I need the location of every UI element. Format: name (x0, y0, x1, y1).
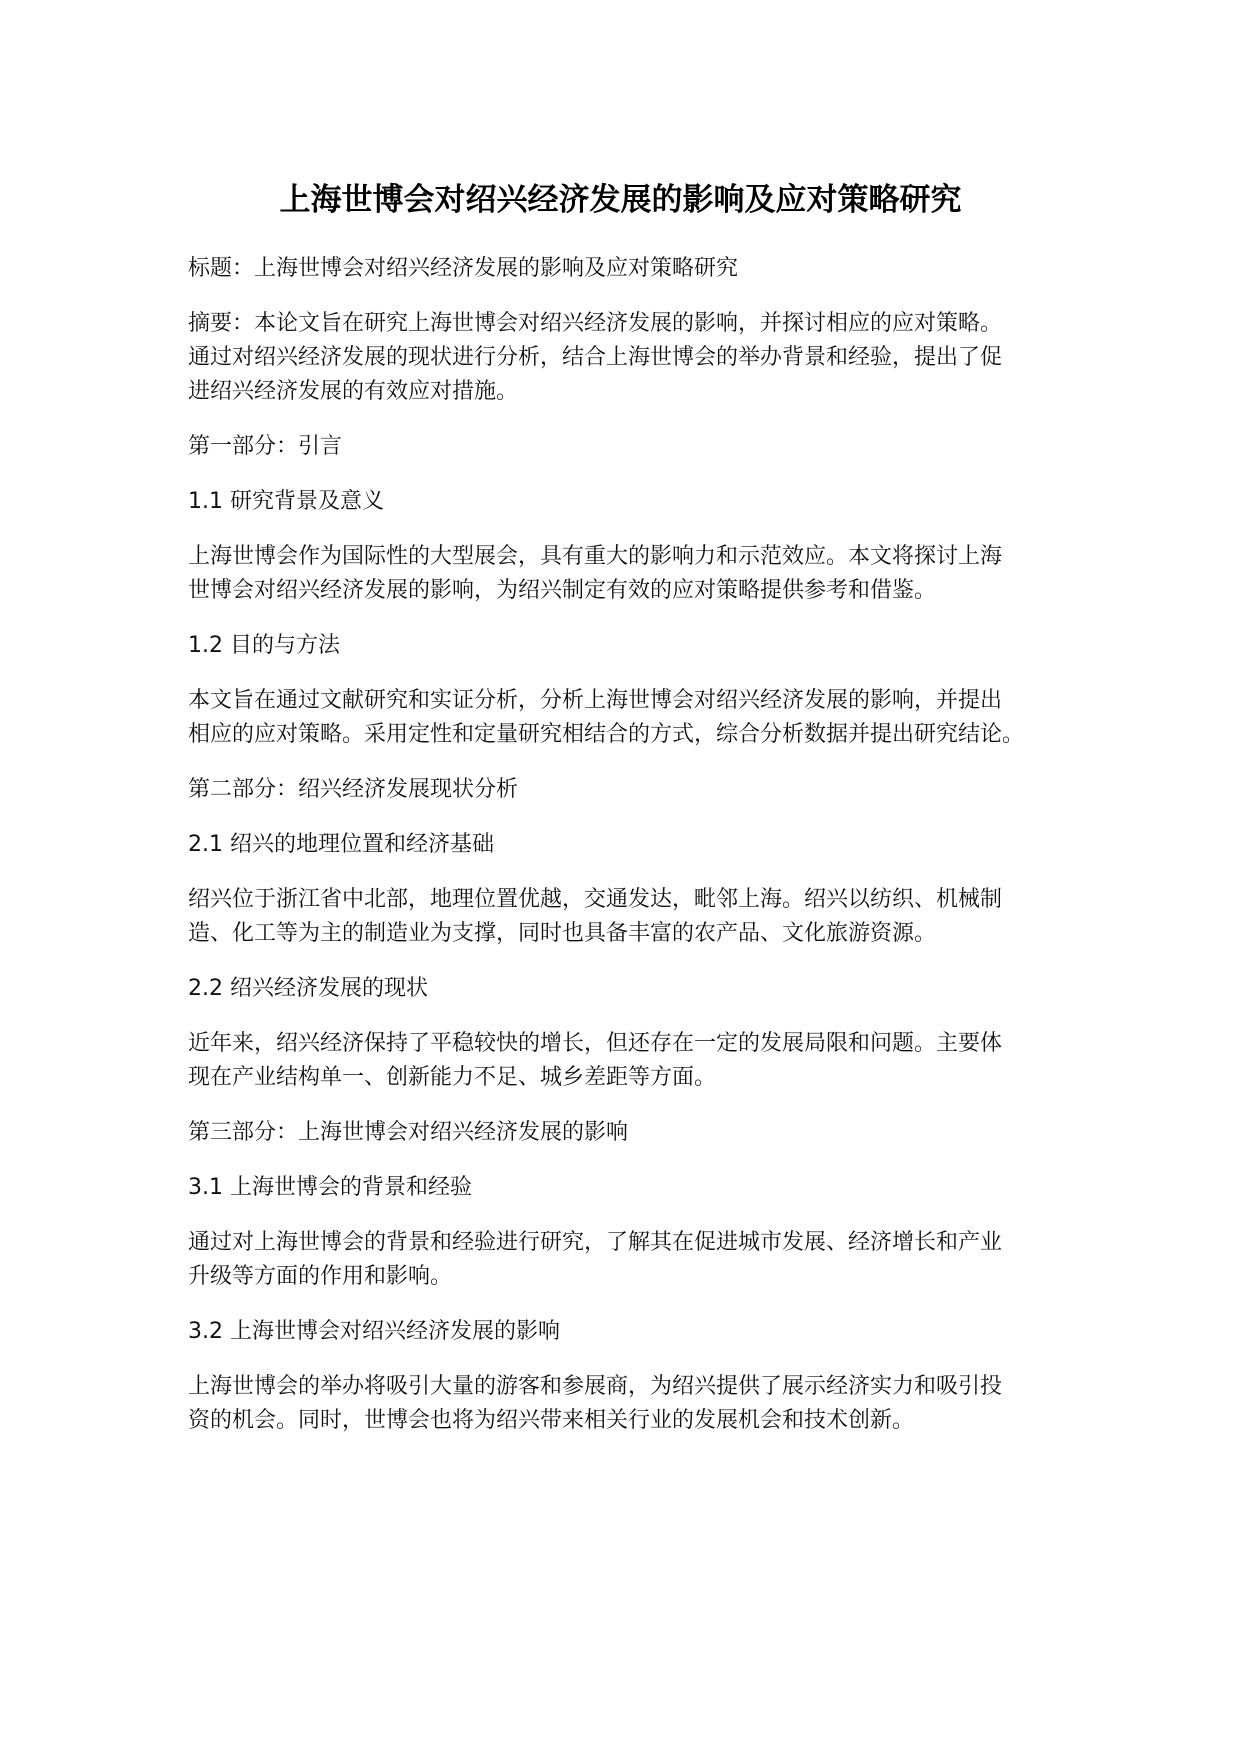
paragraph-line: 世博会对绍兴经济发展的影响，为绍兴制定有效的应对策略提供参考和借鉴。 (188, 578, 937, 603)
subsection-heading-1-2: 1.2 目的与方法 (188, 633, 340, 658)
section-heading-1: 第一部分：引言 (188, 434, 343, 459)
subsection-heading-2-2: 2.2 绍兴经济发展的现状 (188, 976, 428, 1001)
paragraph-line: 通过对上海世博会的背景和经验进行研究，了解其在促进城市发展、经济增长和产业 (188, 1230, 1003, 1255)
paragraph-line: 本文旨在通过文献研究和实证分析，分析上海世博会对绍兴经济发展的影响，并提出 (188, 688, 1003, 713)
paragraph-line: 现在产业结构单一、创新能力不足、城乡差距等方面。 (188, 1065, 717, 1090)
abstract-line-3: 进绍兴经济发展的有效应对措施。 (188, 379, 519, 404)
paragraph-line: 相应的应对策略。采用定性和定量研究相结合的方式，综合分析数据并提出研究结论。 (188, 722, 1025, 747)
subsection-heading-1-1: 1.1 研究背景及意义 (188, 489, 384, 514)
document-title: 上海世博会对绍兴经济发展的影响及应对策略研究 (279, 182, 962, 218)
subsection-heading-2-1: 2.1 绍兴的地理位置和经济基础 (188, 832, 494, 857)
paragraph-line: 上海世博会作为国际性的大型展会，具有重大的影响力和示范效应。本文将探讨上海 (188, 544, 1003, 569)
paragraph-line: 升级等方面的作用和影响。 (188, 1264, 453, 1289)
section-heading-2: 第二部分：绍兴经济发展现状分析 (188, 777, 519, 802)
abstract-line-1: 摘要：本论文旨在研究上海世博会对绍兴经济发展的影响，并探讨相应的应对策略。 (188, 311, 1003, 336)
paragraph-line: 绍兴位于浙江省中北部，地理位置优越，交通发达，毗邻上海。绍兴以纺织、机械制 (188, 887, 1003, 912)
abstract-line-2: 通过对绍兴经济发展的现状进行分析，结合上海世博会的举办背景和经验，提出了促 (188, 345, 1003, 370)
paragraph-line: 上海世博会的举办将吸引大量的游客和参展商，为绍兴提供了展示经济实力和吸引投 (188, 1374, 1003, 1399)
subsection-heading-3-1: 3.1 上海世博会的背景和经验 (188, 1175, 472, 1200)
paragraph-line: 资的机会。同时，世博会也将为绍兴带来相关行业的发展机会和技术创新。 (188, 1408, 915, 1433)
subsection-heading-3-2: 3.2 上海世博会对绍兴经济发展的影响 (188, 1319, 560, 1344)
title-line: 标题：上海世博会对绍兴经济发展的影响及应对策略研究 (188, 256, 739, 281)
paragraph-line: 造、化工等为主的制造业为支撑，同时也具备丰富的农产品、文化旅游资源。 (188, 921, 937, 946)
section-heading-3: 第三部分：上海世博会对绍兴经济发展的影响 (188, 1120, 629, 1145)
paragraph-line: 近年来，绍兴经济保持了平稳较快的增长，但还存在一定的发展局限和问题。主要体 (188, 1031, 1003, 1056)
